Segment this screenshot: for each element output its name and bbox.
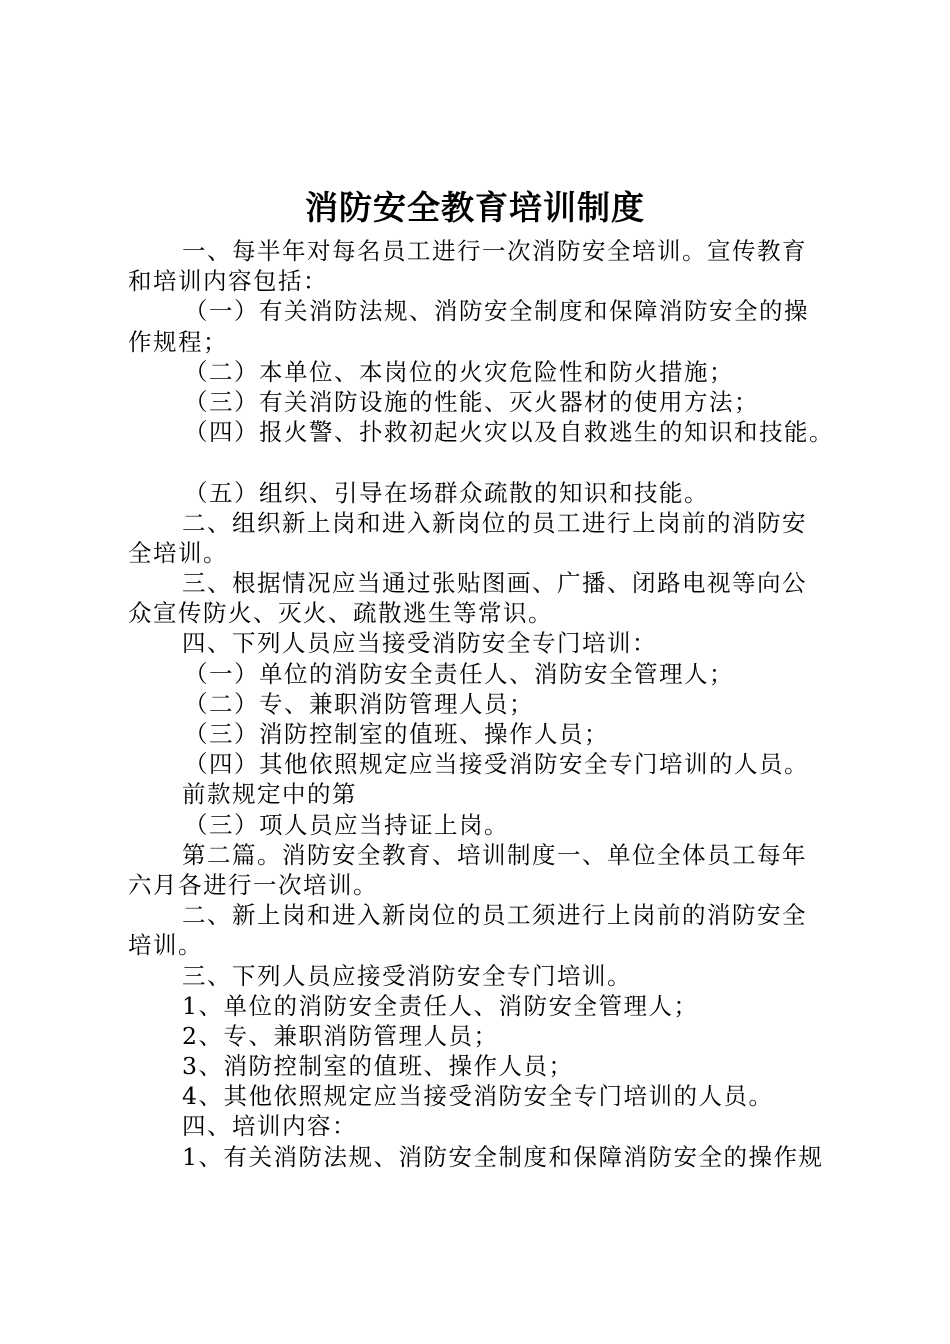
paragraph-line: （二）本单位、本岗位的火灾危险性和防火措施； [184, 357, 734, 386]
paragraph-line: 前款规定中的第 [182, 780, 357, 809]
paragraph-line: 2、专、兼职消防管理人员； [182, 1021, 499, 1050]
paragraph-line: （四）报火警、扑救初起火灾以及自救逃生的知识和技能。 [184, 418, 834, 447]
paragraph-line: （五）组织、引导在场群众疏散的知识和技能。 [184, 478, 709, 507]
paragraph-line: 全培训。 [128, 538, 228, 567]
blank-line [128, 447, 848, 477]
paragraph-line: 二、组织新上岗和进入新岗位的员工进行上岗前的消防安 [182, 508, 807, 537]
paragraph-line: 4、其他依照规定应当接受消防安全专门培训的人员。 [182, 1082, 774, 1111]
paragraph-line: 一、每半年对每名员工进行一次消防安全培训。宣传教育 [182, 237, 807, 265]
paragraph-line: （三）项人员应当持证上岗。 [184, 810, 509, 839]
paragraph-line: 六月各进行一次培训。 [128, 870, 378, 899]
paragraph-line: （一）单位的消防安全责任人、消防安全管理人； [184, 659, 734, 688]
paragraph-line: 培训。 [128, 931, 203, 960]
paragraph-line: 三、下列人员应接受消防安全专门培训。 [182, 961, 632, 990]
paragraph-line: 众宣传防火、灭火、疏散逃生等常识。 [128, 599, 553, 628]
document-body [128, 236, 848, 1172]
document-title: 消防安全教育培训制度 [305, 188, 645, 227]
paragraph-line: 第二篇。消防安全教育、培训制度一、单位全体员工每年 [182, 840, 807, 869]
paragraph-line: 作规程； [128, 327, 228, 356]
paragraph-line: 三、根据情况应当通过张贴图画、广播、闭路电视等向公 [182, 569, 807, 598]
paragraph-line: 和培训内容包括： [128, 267, 328, 296]
paragraph-line: 1、有关消防法规、消防安全制度和保障消防安全的操作规 [182, 1142, 824, 1171]
paragraph-line: （二）专、兼职消防管理人员； [184, 689, 534, 718]
paragraph-line: （四）其他依照规定应当接受消防安全专门培训的人员。 [184, 750, 809, 779]
paragraph-line: 四、培训内容： [182, 1112, 357, 1141]
paragraph-line: 四、下列人员应当接受消防安全专门培训： [182, 629, 657, 658]
paragraph-line: 3、消防控制室的值班、操作人员； [182, 1052, 574, 1081]
paragraph-line: 1、单位的消防安全责任人、消防安全管理人； [182, 991, 699, 1020]
paragraph-line: （三）消防控制室的值班、操作人员； [184, 720, 609, 748]
paragraph-line: 二、新上岗和进入新岗位的员工须进行上岗前的消防安全 [182, 901, 807, 930]
paragraph-line: （三）有关消防设施的性能、灭火器材的使用方法； [184, 387, 759, 416]
paragraph-line: （一）有关消防法规、消防安全制度和保障消防安全的操 [184, 297, 809, 326]
